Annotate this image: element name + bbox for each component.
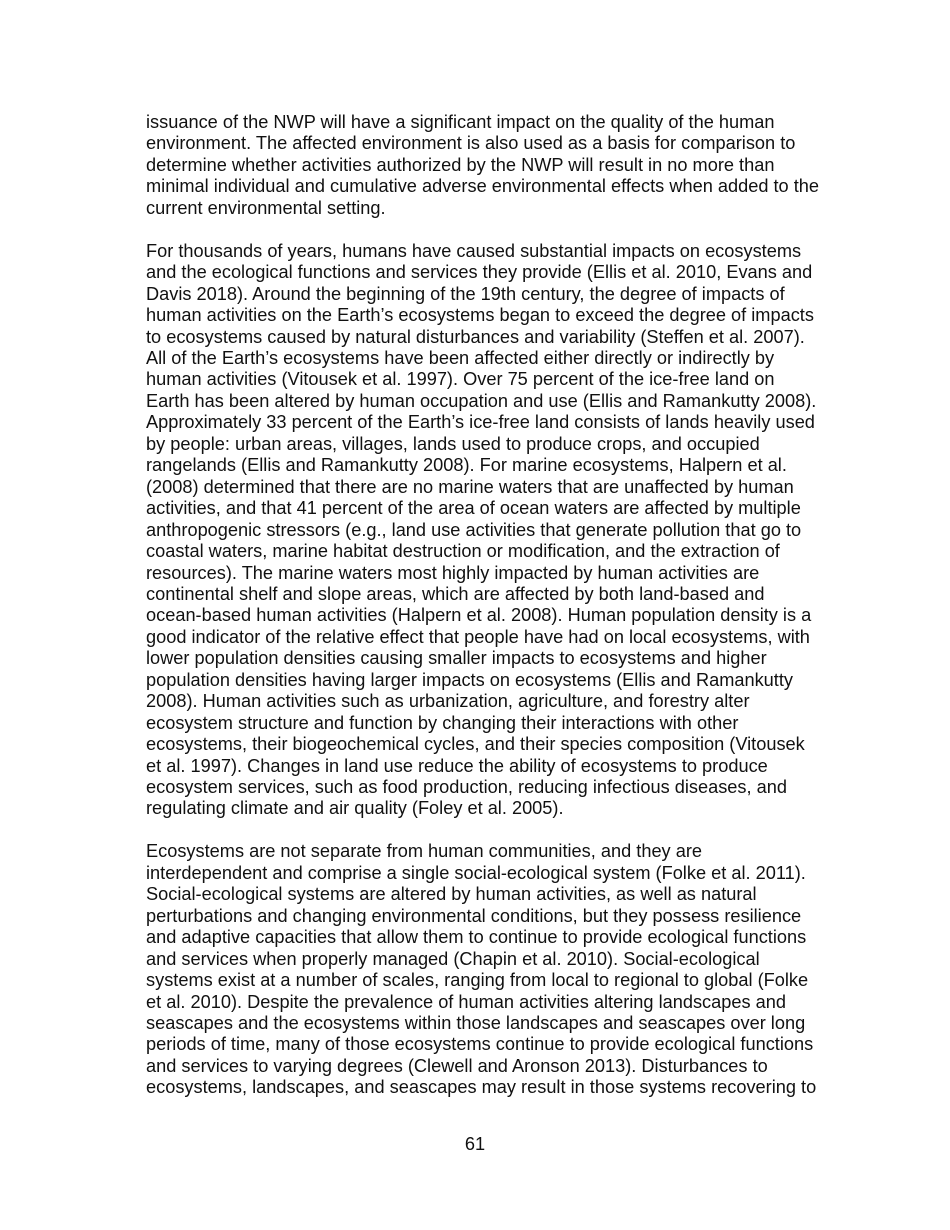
text-line: perturbations and changing environmental conditions, but they possess resilience	[146, 905, 802, 926]
text-line: activities, and that 41 percent of the area of ocean waters are affected by multiple	[146, 498, 801, 519]
text-line: minimal individual and cumulative adverse environmental effects when added to the	[146, 176, 819, 197]
text-line: population densities having larger impacts on ecosystems (Ellis and Ramankutty	[146, 669, 793, 690]
text-line: ecosystem structure and function by changing their interactions with other	[146, 712, 739, 733]
text-line: and the ecological functions and services they provide (Ellis et al. 2010, Evans and	[146, 262, 813, 283]
text-line: lower population densities causing smaller impacts to ecosystems and higher	[146, 648, 767, 669]
text-line: determine whether activities authorized by the NWP will result in no more than	[146, 154, 775, 175]
text-line: Earth has been altered by human occupation and use (Ellis and Ramankutty 2008).	[146, 390, 817, 411]
text-line: issuance of the NWP will have a significant impact on the quality of the human	[146, 112, 775, 132]
text-line: ecosystem services, such as food production, reducing infectious diseases, and	[146, 777, 787, 798]
text-line: periods of time, many of those ecosystems continue to provide ecological functions	[146, 1034, 814, 1055]
text-line: ecosystems, landscapes, and seascapes may result in those systems recovering to	[146, 1077, 817, 1098]
text-line: For thousands of years, humans have caused substantial impacts on ecosystems	[146, 240, 802, 261]
page-number: 61	[464, 1134, 486, 1154]
text-line: Ecosystems are not separate from human communities, and they are	[146, 841, 702, 862]
text-line: and adaptive capacities that allow them to continue to provide ecological functions	[146, 927, 807, 948]
text-line: ecosystems, their biogeochemical cycles, and their species composition (Vitousek	[146, 734, 805, 755]
text-line: seascapes and the ecosystems within those landscapes and seascapes over long	[146, 1013, 806, 1033]
paragraph-affected-environment	[146, 112, 846, 219]
text-line: rangelands (Ellis and Ramankutty 2008). For marine ecosystems, Halpern et al.	[146, 455, 787, 476]
text-line: anthropogenic stressors (e.g., land use activities that generate pollution that go to	[146, 519, 802, 540]
paragraph-gap	[146, 820, 846, 841]
text-line: et al. 2010). Despite the prevalence of human activities altering landscapes and	[146, 991, 786, 1012]
text-line: (2008) determined that there are no marine waters that are unaffected by human	[146, 476, 794, 497]
text-line: Approximately 33 percent of the Earth’s ice-free land consists of lands heavily used	[146, 412, 815, 433]
text-line: good indicator of the relative effect that people have had on local ecosystems, with	[146, 626, 810, 647]
text-line: systems exist at a number of scales, ranging from local to regional to global (Folke	[146, 970, 809, 991]
text-line: environment. The affected environment is also used as a basis for comparison to	[146, 133, 796, 154]
text-line: and services when properly managed (Chapin et al. 2010). Social-ecological	[146, 948, 760, 969]
text-line: human activities on the Earth’s ecosystems began to exceed the degree of impacts	[146, 305, 814, 326]
text-line: by people: urban areas, villages, lands used to produce crops, and occupied	[146, 433, 760, 454]
paragraph-human-impacts	[146, 241, 846, 820]
text-line: interdependent and comprise a single social-ecological system (Folke et al. 2011).	[146, 862, 806, 883]
text-line: to ecosystems caused by natural disturbances and variability (Steffen et al. 2007).	[146, 326, 805, 347]
text-line: et al. 1997). Changes in land use reduce the ability of ecosystems to produce	[146, 755, 768, 776]
text-body	[146, 112, 846, 1099]
text-line: continental shelf and slope areas, which are affected by both land-based and	[146, 583, 765, 604]
text-line: resources). The marine waters most highly impacted by human activities are	[146, 562, 760, 583]
paragraph-social-ecological-systems	[146, 841, 846, 1098]
text-line: and services to varying degrees (Clewell and Aronson 2013). Disturbances to	[146, 1055, 768, 1076]
text-line: All of the Earth’s ecosystems have been affected either directly or indirectly by	[146, 347, 775, 368]
text-line: ocean-based human activities (Halpern et al. 2008). Human population density is a	[146, 605, 812, 626]
text-line: current environmental setting.	[146, 197, 386, 218]
text-line: 2008). Human activities such as urbanization, agriculture, and forestry alter	[146, 691, 750, 712]
text-line: human activities (Vitousek et al. 1997). Over 75 percent of the ice-free land on	[146, 369, 775, 390]
text-line: coastal waters, marine habitat destruction or modification, and the extraction of	[146, 541, 780, 562]
text-line: regulating climate and air quality (Foley et al. 2005).	[146, 798, 564, 819]
text-line: Social-ecological systems are altered by human activities, as well as natural	[146, 884, 757, 905]
text-line: Davis 2018). Around the beginning of the 19th century, the degree of impacts of	[146, 283, 785, 304]
paragraph-gap	[146, 219, 846, 240]
